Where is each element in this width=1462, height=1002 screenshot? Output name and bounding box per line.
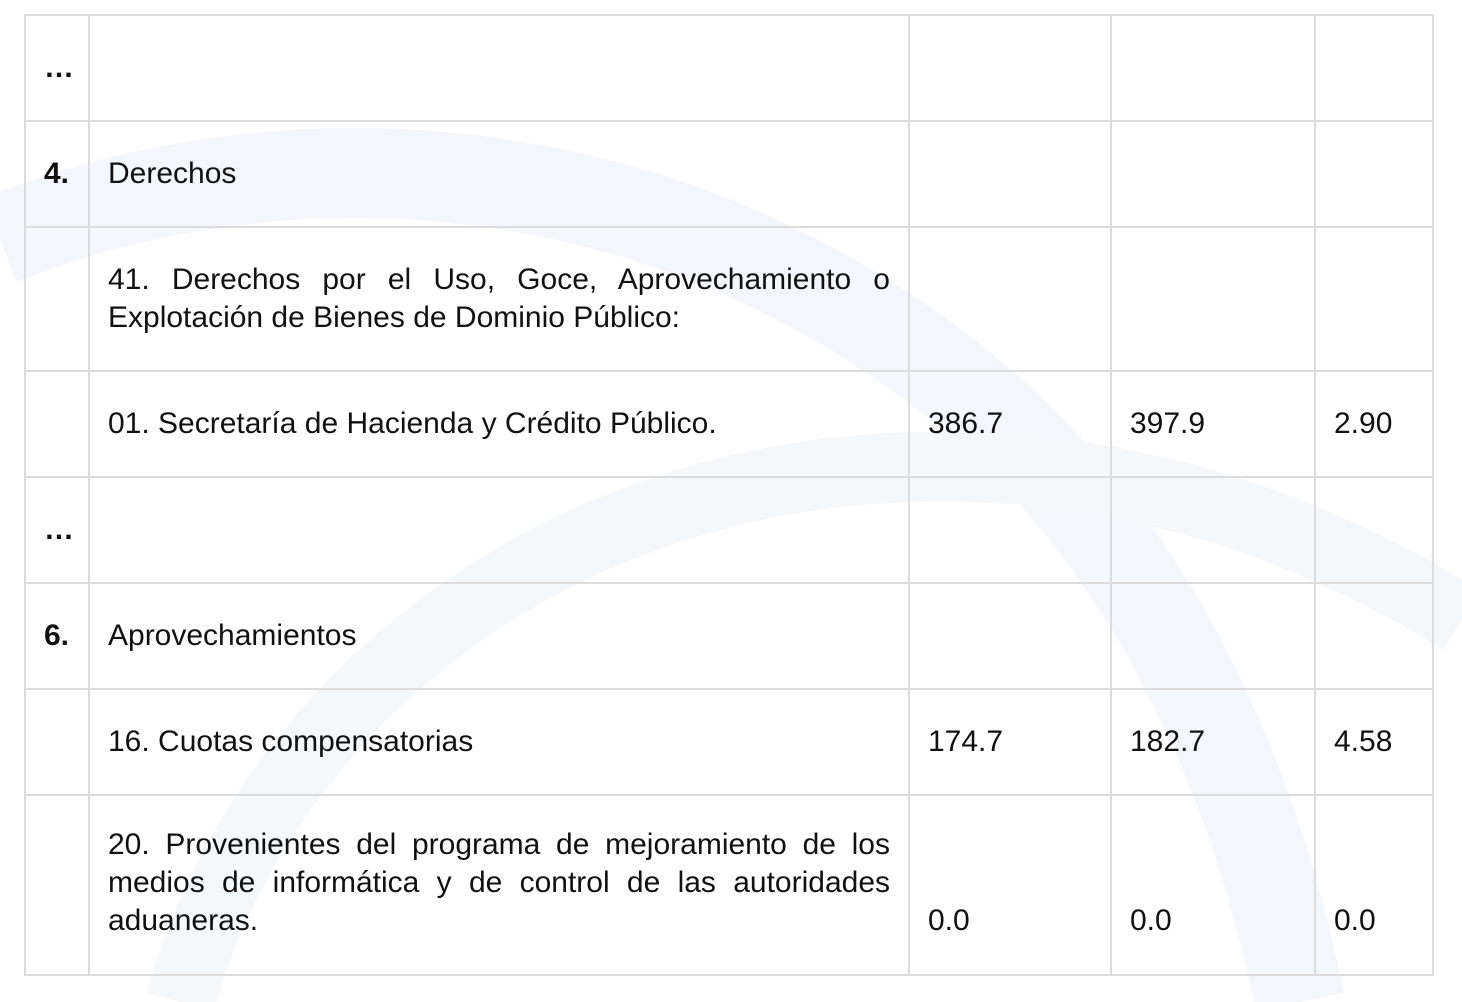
row-description: Aprovechamientos [89, 583, 909, 689]
row-description: 41. Derechos por el Uso, Goce, Aprovechamiento o Explotación de Bienes de Dominio Público: [89, 227, 909, 371]
value-col-2 [1111, 15, 1315, 121]
row-number: … [25, 477, 89, 583]
value-col-1 [909, 583, 1111, 689]
table-row [25, 121, 1433, 227]
row-description: 20. Provenientes del programa de mejoramiento de los medios de informática y de control de las autoridades aduaneras. [89, 795, 909, 975]
value-col-1: 386.7 [909, 371, 1111, 477]
row-description: 16. Cuotas compensatorias [89, 689, 909, 795]
value-col-3: 4.58 [1315, 689, 1433, 795]
value-col-2 [1111, 121, 1315, 227]
table-row [25, 227, 1433, 371]
value-col-3 [1315, 121, 1433, 227]
value-col-1 [909, 227, 1111, 371]
row-number [25, 689, 89, 795]
value-col-2 [1111, 477, 1315, 583]
value-col-3 [1315, 227, 1433, 371]
value-col-3 [1315, 583, 1433, 689]
value-col-3: 2.90 [1315, 371, 1433, 477]
value-col-3: 0.0 [1315, 795, 1433, 975]
revenue-table [24, 14, 1434, 976]
value-col-3 [1315, 15, 1433, 121]
value-col-1 [909, 121, 1111, 227]
table-row [25, 15, 1433, 121]
value-col-2: 0.0 [1111, 795, 1315, 975]
row-number: 4. [25, 121, 89, 227]
value-col-2: 182.7 [1111, 689, 1315, 795]
table-row [25, 371, 1433, 477]
row-description: 01. Secretaría de Hacienda y Crédito Público. [89, 371, 909, 477]
row-description [89, 477, 909, 583]
value-col-2 [1111, 583, 1315, 689]
row-number: 6. [25, 583, 89, 689]
value-col-2 [1111, 227, 1315, 371]
value-col-1: 174.7 [909, 689, 1111, 795]
value-col-3 [1315, 477, 1433, 583]
value-col-2: 397.9 [1111, 371, 1315, 477]
table-row [25, 795, 1433, 975]
value-col-1 [909, 15, 1111, 121]
row-description [89, 15, 909, 121]
row-number: … [25, 15, 89, 121]
row-number [25, 227, 89, 371]
table-row [25, 583, 1433, 689]
table-row [25, 689, 1433, 795]
value-col-1: 0.0 [909, 795, 1111, 975]
row-number [25, 795, 89, 975]
row-description: Derechos [89, 121, 909, 227]
row-number [25, 371, 89, 477]
value-col-1 [909, 477, 1111, 583]
table-row [25, 477, 1433, 583]
